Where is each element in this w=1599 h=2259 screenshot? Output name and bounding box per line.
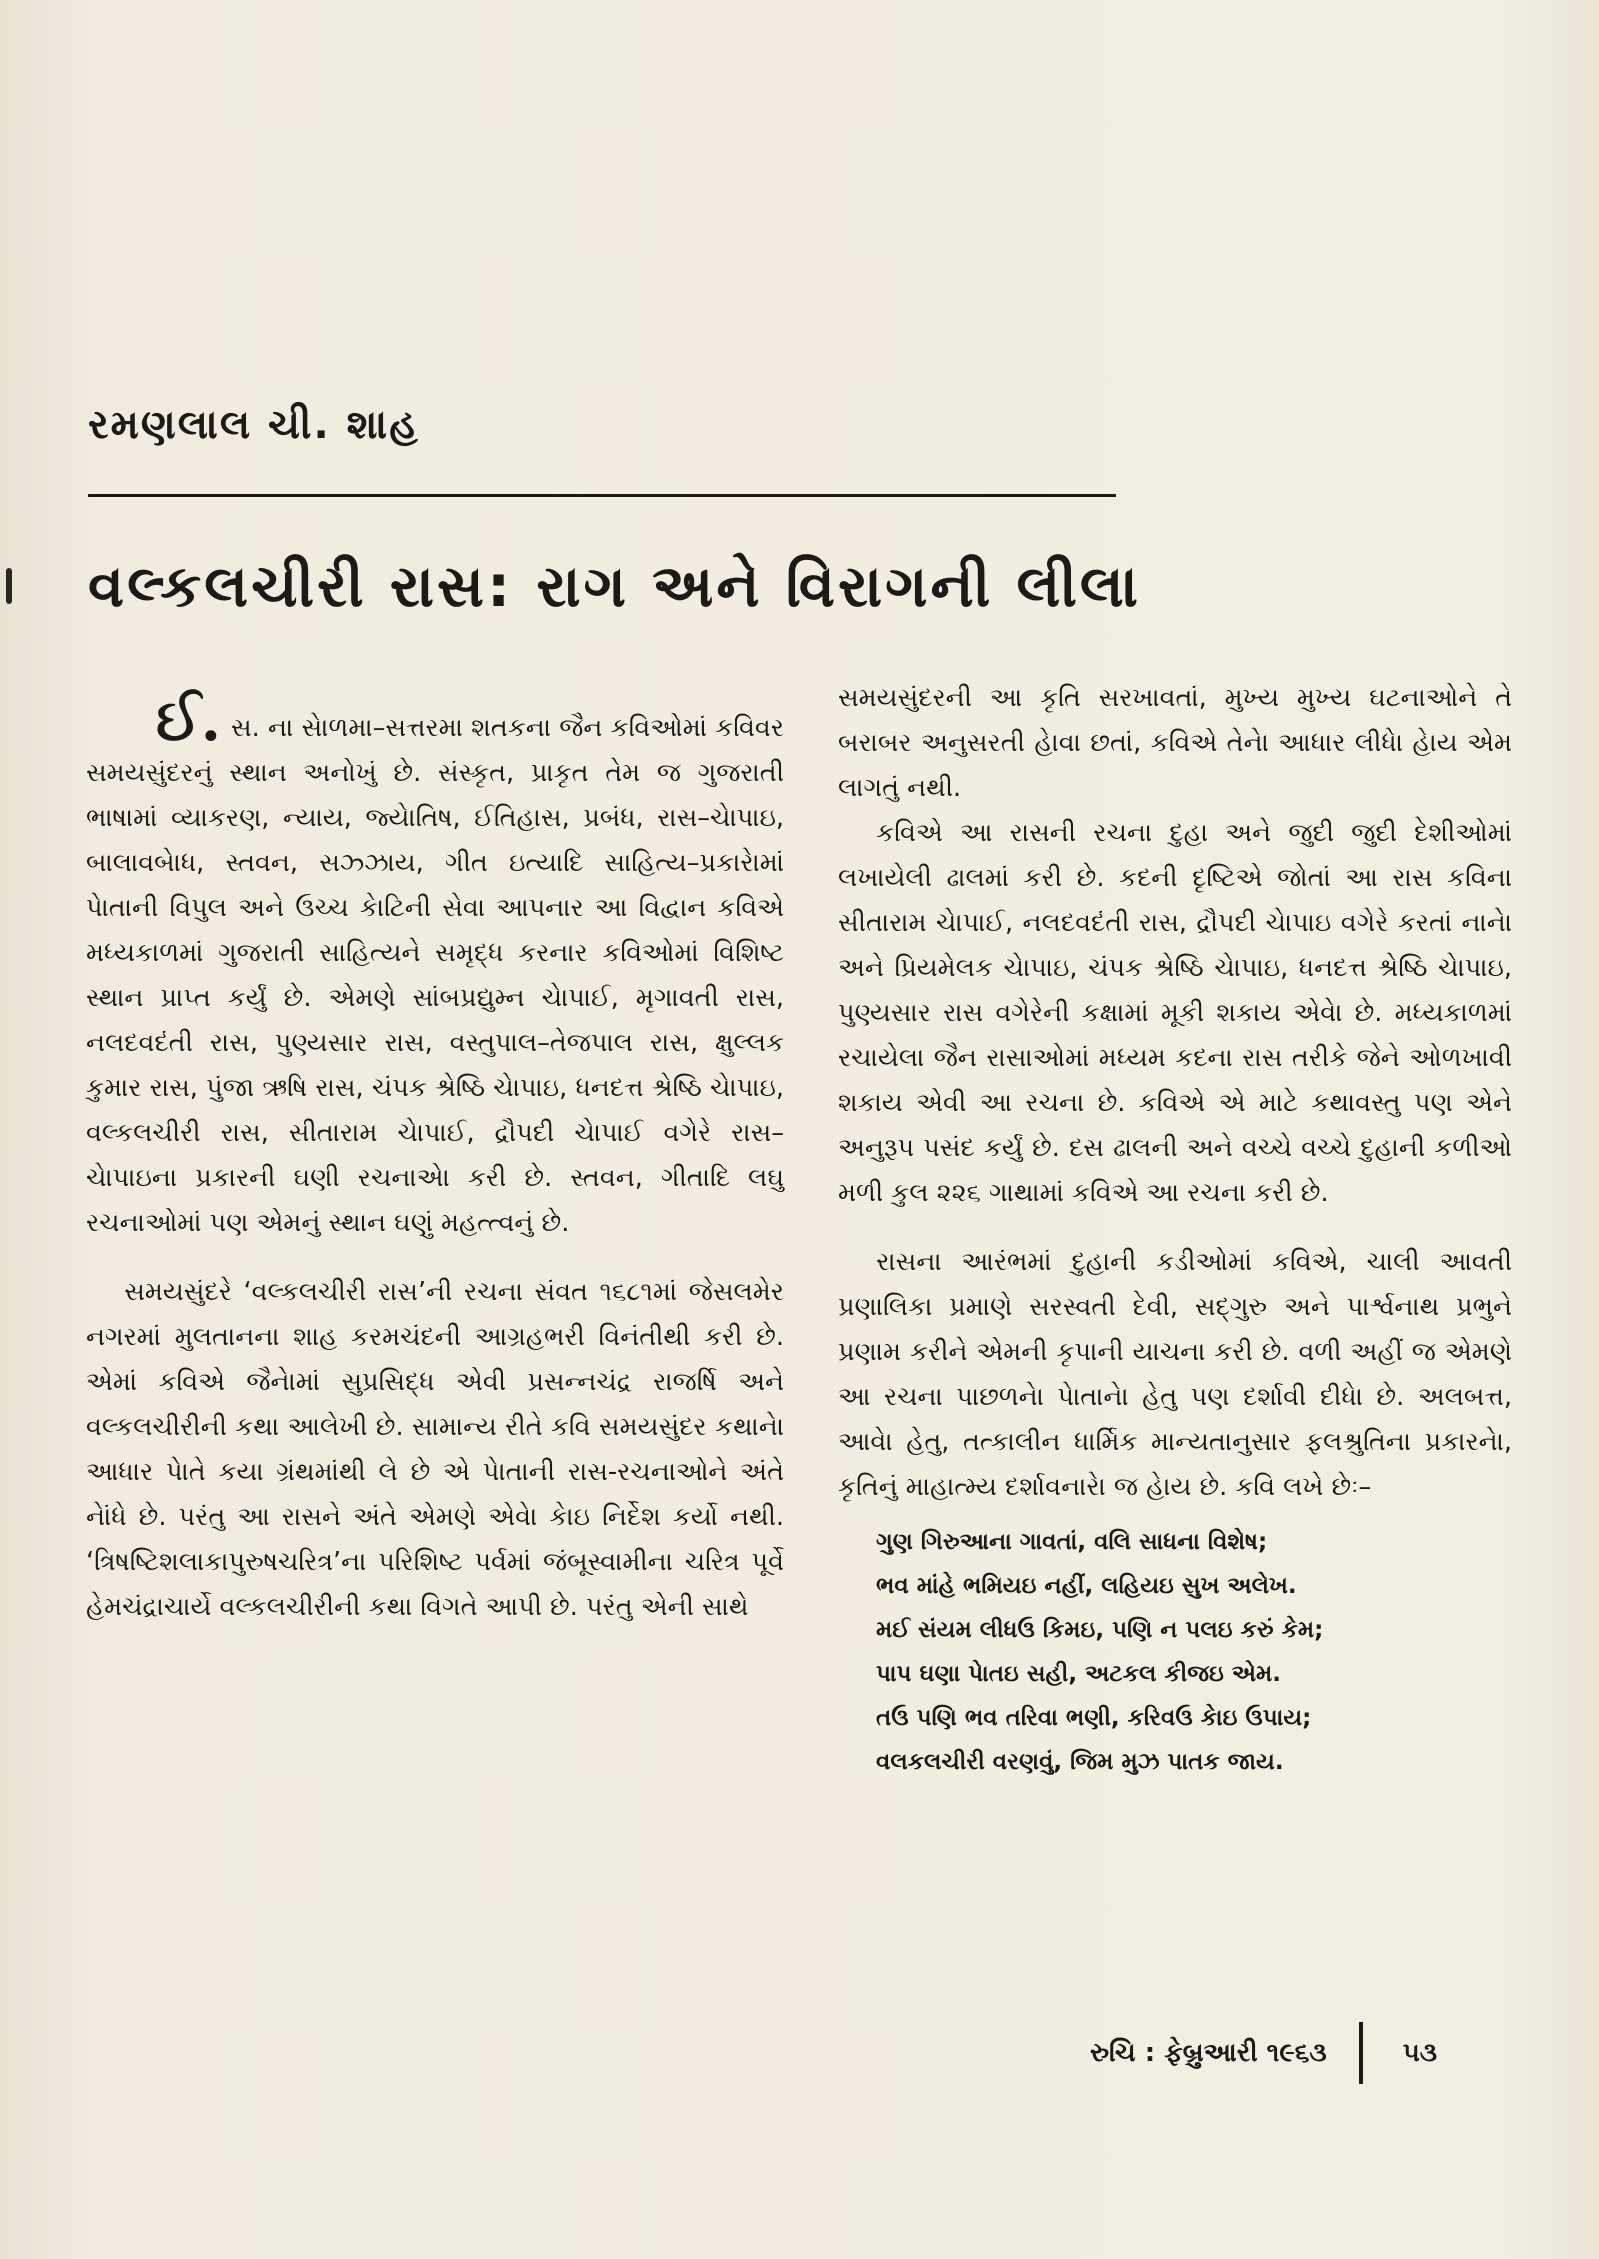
verse-quote: [876, 1520, 1512, 1784]
paragraph-intro-text: સ. ના સેાળમા–સત્તરમા શતકના જૈન કવિઓમાં કવિવર સમયસુંદરનું સ્થાન અનોખું છે. સંસ્કૃત, પ્રાકૃત તેમ જ ગુજરાતી ભાષામાં વ્યાકરણ, ન્યાય, જ્યેાતિષ, ઈતિહાસ, પ્રબંધ, રાસ–ચેાપાઇ, બાલાવબેાધ, સ્તવન, સઝ્ઝાય, ગીત ઇત્યાદિ સાહિત્ય–પ્રકારેામાં પેાતાની વિપુલ અને ઉચ્ચ કેાટિની સેવા આપનાર આ વિદ્વાન કવિએ મધ્યકાળમાં ગુજરાતી સાહિત્યને સમૃદ્ધ કરનાર કવિઓમાં વિશિષ્ટ સ્થાન પ્રાપ્ત કર્યું છે. એમણે સાંબપ્રદ્યુમ્ન ચેાપાઈ, મૃગાવતી રાસ, નલદવદંતી રાસ, પુણ્યસાર રાસ, વસ્તુપાલ–તેજપાલ રાસ, ક્ષુલ્લક કુમાર રાસ, પુંજા ઋષિ રાસ, ચંપક શ્રેષ્ઠિ ચેાપાઇ, ધનદત્ત શ્રેષ્ઠિ ચેાપાઇ, વલ્કલચીરી રાસ, સીતારામ ચેાપાઈ, દ્રૌપદી ચેાપાઈ વગેરે રાસ–ચેાપાઇના પ્રકારની ઘણી રચનાએા કરી છે. સ્તવન, ગીતાદિ લઘુ રચનાઓમાં પણ એમનું સ્થાન ઘણું મહત્ત્વનું છે.: [86, 713, 784, 1238]
page-number: ૫૩: [1402, 2037, 1438, 2068]
verse-line: પાપ ઘણા પેાતઇ સહી, અટકલ કીજઇ એમ.: [876, 1661, 1282, 1687]
footer-separator: [1359, 2022, 1363, 2084]
magazine-issue: રુચિ : ફેબ્રુઆરી ૧૯૬૩: [1090, 2037, 1327, 2068]
right-column: [838, 676, 1512, 1784]
paragraph-composition: સમયસુંદરે ‘વલ્કલચીરી રાસ’ની રચના સંવત ૧૬૮૧માં જેસલમેર નગરમાં મુલતાનના શાહ કરમચંદની આગ્રહભરી વિનંતીથી કરી છે. એમાં કવિએ જૈનેામાં સુપ્રસિદ્ધ એવી પ્રસન્નચંદ્ર રાજર્ષિ અને વલ્કલચીરીની કથા આલેખી છે. સામાન્ય રીતે કવિ સમયસુંદર કથાનેા આધાર પેાતે કયા ગ્રંથમાંથી લે છે એ પેાતાની રાસ-રચનાઓને અંતે નેાંધે છે. પરંતુ આ રાસને અંતે એમણે એવેા કેાઇ નિર્દેશ કર્યો નથી. ‘ત્રિષષ્ટિશલાકાપુરુષચરિત્ર’ના પરિશિષ્ટ પર્વમાં જંબૂસ્વામીના ચરિત્ર પૂર્વે હેમચંદ્રાચાર્યે વલ્કલચીરીની કથા વિગતે આપી છે. પરંતુ એની સાથે: [86, 1277, 784, 1622]
drop-cap: ઈ.: [156, 686, 221, 754]
verse-line: તઉ પણિ ભવ તરિવા ભણી, કરિવઉ કેાઇ ઉપાય;: [876, 1705, 1312, 1731]
title-divider: [88, 494, 1116, 497]
verse-line: મઈ સંયમ લીધઉ કિમઇ, પણિ ન પલઇ કરું કેમ;: [876, 1617, 1324, 1643]
verse-line: વલકલચીરી વરણવું, જિમ મુઝ પાતક જાય.: [876, 1749, 1284, 1775]
paragraph-structure: કવિએ આ રાસની રચના દુહા અને જુદી જુદી દેશીઓમાં લખાયેલી ઢાલમાં કરી છે. કદની દૃષ્ટિએ જોતાં આ રાસ કવિના સીતારામ ચેાપાઈ, નલદવદંતી રાસ, દ્રૌપદી ચેાપાઇ વગેરે કરતાં નાનેા અને પ્રિયમેલક ચેાપાઇ, ચંપક શ્રેષ્ઠિ ચેાપાઇ, ધનદત્ત શ્રેષ્ઠિ ચેાપાઇ, પુણ્યસાર રાસ વગેરેની કક્ષામાં મૂકી શકાય એવેા છે. મધ્યકાળમાં રચાયેલા જૈન રાસાઓમાં મધ્યમ કદના રાસ તરીકે જેને ઓળખાવી શકાય એવી આ રચના છે. કવિએ એ માટે કથાવસ્તુ પણ એને અનુરૂપ પસંદ કર્યું છે. દસ ઢાલની અને વચ્ચે વચ્ચે દુહાની કળીઓ મળી કુલ ૨૨૬ ગાથામાં કવિએ આ રચના કરી છે.: [838, 818, 1512, 1208]
author-name: રમણલાલ ચી. શાહ: [88, 402, 420, 448]
article-title: વલ્કલચીરી રાસ: રાગ અને વિરાગની લીલા: [88, 552, 1141, 620]
paragraph-continuation: સમયસુંદરની આ કૃતિ સરખાવતાં, મુખ્ય મુખ્ય ઘટનાઓને તે બરાબર અનુસરતી હેાવા છતાં, કવિએ તેનેા આધાર લીધેા હેાય એમ લાગતું નથી.: [838, 683, 1512, 803]
page-footer: [1090, 2022, 1437, 2084]
paragraph-intro: [86, 686, 784, 1246]
verse-line: ભવ માંહે ભમિયઇ નહીં, લહિયઇ સુખ અલેખ.: [876, 1573, 1297, 1599]
paragraph-invocation: રાસના આરંભમાં દુહાની કડીઓમાં કવિએ, ચાલી આવતી પ્રણાલિકા પ્રમાણે સરસ્વતી દેવી, સદ્ગુરુ અને પાર્શ્વનાથ પ્રભુને પ્રણામ કરીને એમની કૃપાની યાચના કરી છે. વળી અહીં જ એમણે આ રચના પાછળનેા પેાતાનેા હેતુ પણ દર્શાવી દીધેા છે. અલબત્ત, આવેા હેતુ, તત્કાલીન ધાર્મિક માન્યતાનુસાર ફલશ્રુતિના પ્રકારનેા, કૃતિનું માહાત્મ્ય દર્શાવનારેા જ હેાય છે. કવિ લખે છેઃ–: [838, 1247, 1512, 1502]
left-column: [86, 686, 784, 1630]
margin-mark: [6, 568, 12, 604]
verse-line: ગુણ ગિરુઆના ગાવતાં, વલિ સાધના વિશેષ;: [876, 1529, 1268, 1555]
